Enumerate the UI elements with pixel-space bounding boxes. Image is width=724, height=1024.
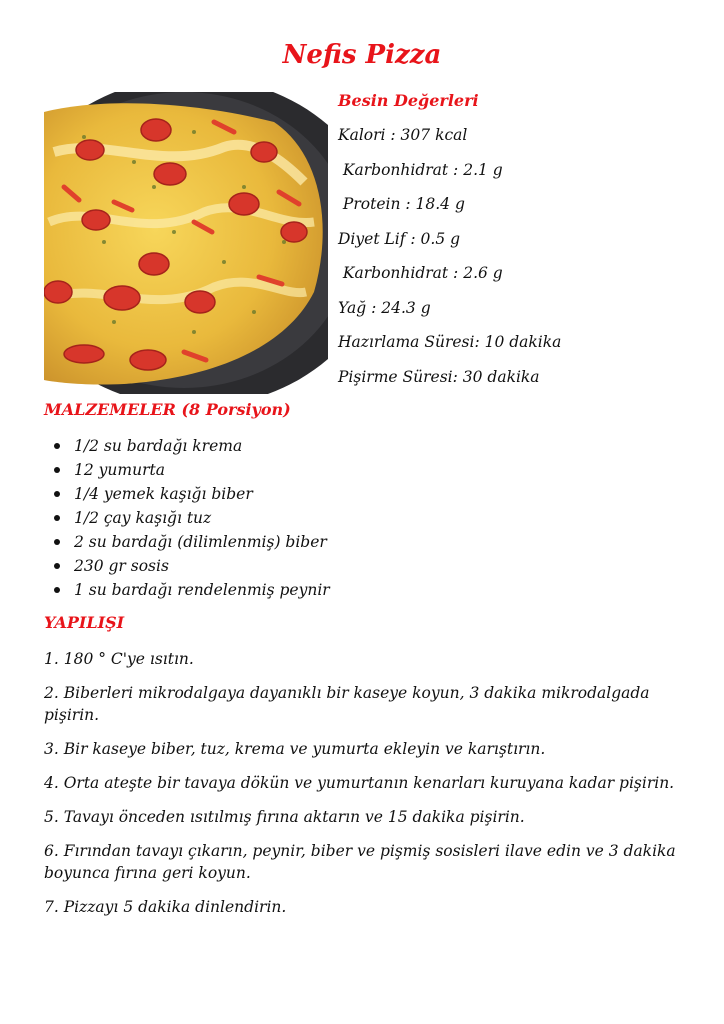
ingredient-text: 1/2 su bardağı krema <box>74 437 243 455</box>
nutrition-carbohydrate: Karbonhidrat : 2.1 g <box>338 160 503 179</box>
bullet-icon <box>54 563 60 569</box>
ingredient-text: 1 su bardağı rendelenmiş peynir <box>74 581 330 599</box>
step-2: 2. Biberleri mikrodalgaya dayanıklı bir kaseye koyun, 3 dakika mikrodalgada pişirin. <box>44 684 650 724</box>
bullet-icon <box>54 539 60 545</box>
ingredient-text: 12 yumurta <box>74 461 165 479</box>
ingredient-item <box>44 530 684 554</box>
step-3: 3. Bir kaseye biber, tuz, krema ve yumurta ekleyin ve karıştırın. <box>44 740 546 758</box>
bullet-icon <box>54 443 60 449</box>
ingredient-text: 2 su bardağı (dilimlenmiş) biber <box>74 533 327 551</box>
ingredient-item <box>44 578 684 602</box>
ingredient-item <box>44 458 684 482</box>
nutrition-fiber: Diyet Lif : 0.5 g <box>338 229 461 248</box>
preparation-steps <box>44 648 684 930</box>
nutrition-panel <box>338 90 708 400</box>
ingredients-heading: MALZEMELER (8 Porsiyon) <box>44 400 291 419</box>
step-7: 7. Pizzayı 5 dakika dinlendirin. <box>44 898 287 916</box>
bullet-icon <box>54 515 60 521</box>
nutrition-carbohydrate-2: Karbonhidrat : 2.6 g <box>338 264 503 282</box>
ingredients-list <box>44 434 684 602</box>
ingredient-text: 230 gr sosis <box>74 557 169 575</box>
ingredient-item <box>44 482 684 506</box>
nutrition-calories: Kalori : 307 kcal <box>338 126 468 144</box>
step-4: 4. Orta ateşte bir tavaya dökün ve yumurtanın kenarları kuruyana kadar pişirin. <box>44 774 675 792</box>
nutrition-heading: Besin Değerleri <box>338 91 479 110</box>
page-title: Nefis Pizza <box>282 40 442 70</box>
ingredient-item <box>44 434 684 458</box>
bullet-icon <box>54 587 60 593</box>
bullet-icon <box>54 491 60 497</box>
nutrition-prep-time: Hazırlama Süresi: 10 dakika <box>338 333 562 351</box>
step-5: 5. Tavayı önceden ısıtılmış fırına aktarın ve 15 dakika pişirin. <box>44 808 525 826</box>
bullet-icon <box>54 467 60 473</box>
nutrition-protein: Protein : 18.4 g <box>338 195 465 213</box>
pizza-pan-illustration <box>44 92 328 394</box>
ingredient-text: 1/2 çay kaşığı tuz <box>74 509 212 527</box>
nutrition-cook-time: Pişirme Süresi: 30 dakika <box>338 367 540 386</box>
step-1: 1. 180 ° C'ye ısıtın. <box>44 650 194 668</box>
pizza-photo <box>44 92 328 394</box>
ingredient-item <box>44 554 684 578</box>
step-6: 6. Fırından tavayı çıkarın, peynir, biber ve pişmiş sosisleri ilave edin ve 3 dakika boyunca fırına geri koyun. <box>44 842 676 882</box>
preparation-heading: YAPILIŞI <box>44 613 125 632</box>
nutrition-fat: Yağ : 24.3 g <box>338 298 431 317</box>
ingredient-item <box>44 506 684 530</box>
ingredient-text: 1/4 yemek kaşığı biber <box>74 485 253 503</box>
